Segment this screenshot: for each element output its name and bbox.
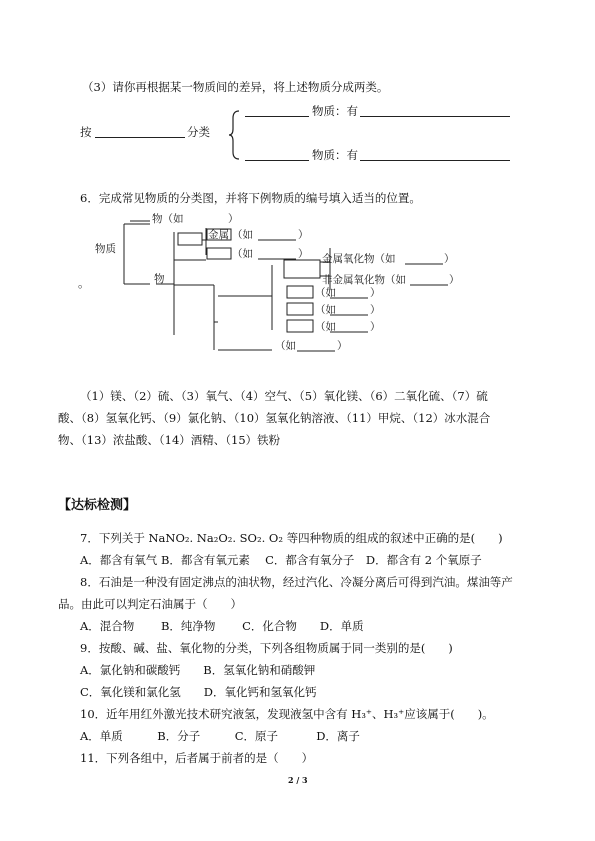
diagram-acid-paren: （如 xyxy=(315,287,336,299)
diagram-base-close: ） xyxy=(370,304,381,316)
diagram-nonmetal-oxide-close: ） xyxy=(449,274,460,286)
diagram-nonmetal-paren: （如 xyxy=(232,248,253,260)
q10-text: 10．近年用红外激光技术研究液氢，发现液氢中含有 H₃⁺、H₃⁺应该属于( )。 xyxy=(80,707,494,721)
diagram-metal-close: ） xyxy=(298,229,309,241)
diagram-box-base xyxy=(287,303,313,315)
q7-text: 7．下列关于 NaNO₂. Na₂O₂. SO₂. O₂ 等四种物质的组成的叙述中正确的是( ) xyxy=(80,531,503,545)
q6-items-line2: 酸、（8）氢氧化钙、（9）氯化钠、（10）氢氧化钠溶液、（11）甲烷、（12）冰水混合 xyxy=(58,411,491,425)
diagram-organic-close: ） xyxy=(337,340,348,352)
q9-text: 9．按酸、碱、盐、氧化物的分类，下列各组物质属于同一类别的是( ) xyxy=(80,641,453,655)
q7-options: A．都含有氧气 B．都含有氧元素 C．都含有氧分子 D．都含有 2 个氧原子 xyxy=(80,553,482,567)
page-number: 2 / 3 xyxy=(288,775,308,785)
diagram-box-acid xyxy=(287,286,313,298)
section-title: 【达标检测】 xyxy=(58,498,137,513)
diagram-box-salt xyxy=(287,320,313,332)
diagram-nonmetal-oxide: 非金属氧化物（如 xyxy=(322,274,406,286)
q9-options-cd: C．氧化镁和氯化氢 D．氧化钙和氢氧化钙 xyxy=(80,685,317,699)
q6-prompt: 6．完成常见物质的分类图，并将下例物质的编号填入适当的位置。 xyxy=(80,191,421,205)
q6-items-line3: 物、（13）浓盐酸、（14）酒精、（15）铁粉 xyxy=(58,433,281,447)
q8-options: A．混合物 B．纯净物 C．化合物 D．单质 xyxy=(80,619,364,633)
diagram-root: 物质 xyxy=(95,243,116,255)
q6-items-line1: （1）镁、（2）硫、（3）氧气、（4）空气、（5）氧化镁、（6）二氧化硫、（7）硫 xyxy=(80,389,488,403)
diagram-box-nonmetal xyxy=(207,248,231,259)
q8-text-line1: 8．石油是一种没有固定沸点的油状物，经过汽化、冷凝分离后可得到汽油。煤油等产 xyxy=(80,575,513,589)
diagram-base-paren: （如 xyxy=(315,304,336,316)
q3-by-label: 按 xyxy=(80,125,92,139)
q8-text-line2: 品。由此可以判定石油属于（ ） xyxy=(58,597,242,611)
q3-row2-label: 物质：有 xyxy=(312,148,358,162)
diagram-metal-oxide: 金属氧化物（如 xyxy=(322,253,396,265)
q10-options: A．单质 B．分子 C．原子 D．离子 xyxy=(80,729,360,743)
diagram-box-left xyxy=(178,233,202,245)
diagram-mixture-branch: 物 xyxy=(154,273,165,285)
diagram-nonmetal-close: ） xyxy=(298,248,309,260)
diagram-top-branch: 物（如 xyxy=(152,213,184,225)
diagram-salt-paren: （如 xyxy=(315,321,336,333)
diagram-top-branch-close: ） xyxy=(228,213,239,225)
q3-prompt: （3）请你再根据某一物质间的差异，将上述物质分成两类。 xyxy=(82,80,389,94)
q11-text: 11．下列各组中，后者属于前者的是（ ） xyxy=(80,751,314,765)
classification-diagram xyxy=(0,0,595,360)
diagram-metal-oxide-close: ） xyxy=(444,253,455,265)
diagram-metal: 金属 xyxy=(208,229,229,241)
q9-options-ab: A．氯化钠和碳酸钙 B．氢氧化钠和硝酸钾 xyxy=(80,663,316,677)
diagram-metal-paren: （如 xyxy=(232,229,253,241)
diagram-organic-paren: （如 xyxy=(275,340,296,352)
diagram-salt-close: ） xyxy=(370,321,381,333)
diagram-box-oxide xyxy=(284,260,320,278)
q6-mark: 。 xyxy=(78,276,90,290)
diagram-acid-close: ） xyxy=(370,287,381,299)
q3-classify-label: 分类 xyxy=(187,125,210,139)
q3-row1-label: 物质：有 xyxy=(312,104,358,118)
